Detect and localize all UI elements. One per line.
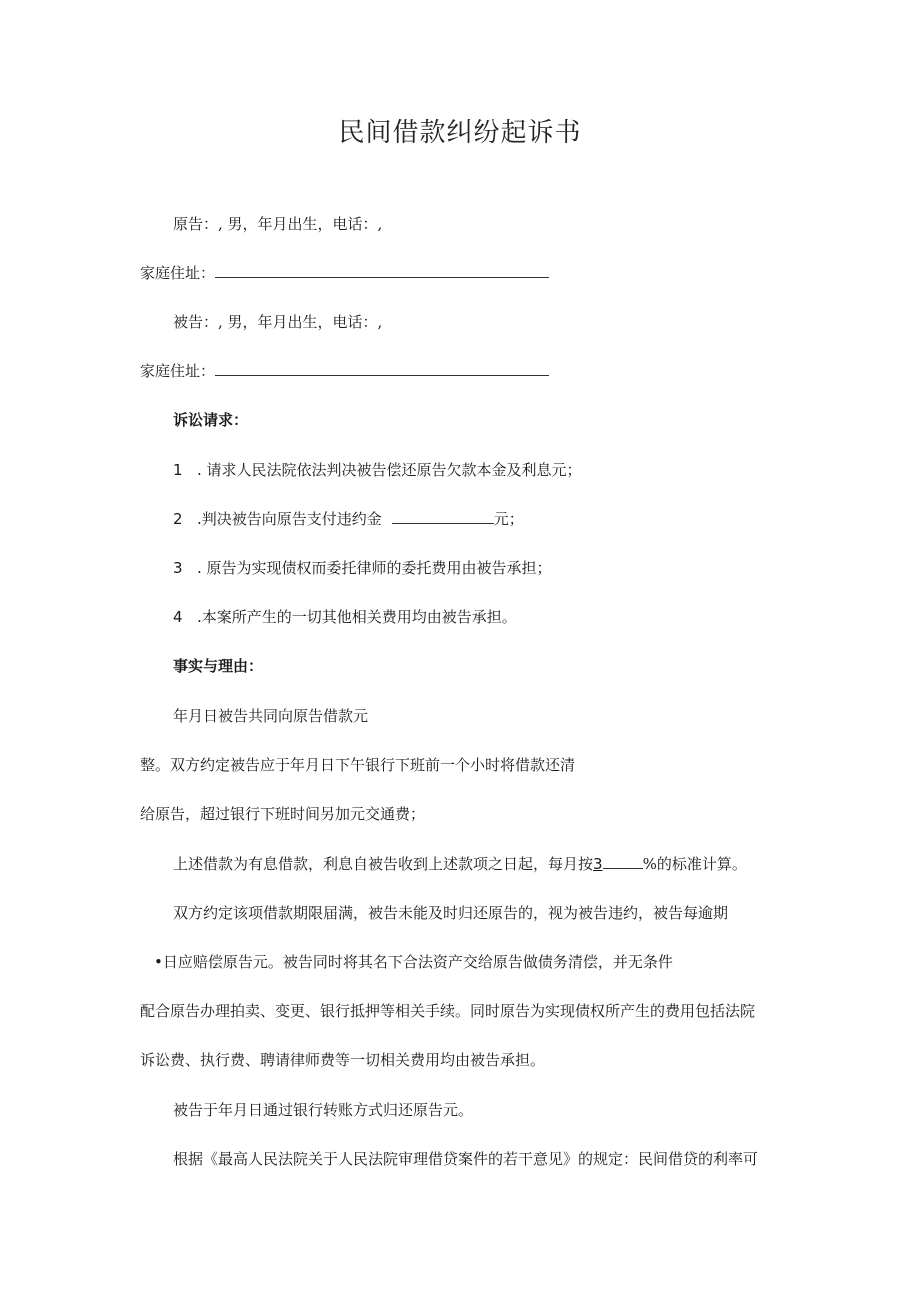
penalty-blank: [392, 509, 494, 524]
defendant-info: 被告：, 男，年月出生，电话：,: [173, 313, 383, 331]
paragraph-line: 整。双方约定被告应于年月日下午银行下班前一个小时将借款还清: [140, 756, 576, 774]
interest-text-post: %的标准计算。: [642, 855, 747, 873]
interest-rate-line: [173, 854, 747, 874]
claims-heading: 诉讼请求：: [173, 411, 249, 429]
defendant-address-blank: [215, 361, 549, 376]
paragraph-line: 给原告，超过银行下班时间另加元交通费；: [140, 805, 426, 823]
paragraph-line: 年月日被告共同向原告借款元: [173, 707, 369, 725]
plaintiff-address-label: 家庭住址：: [140, 264, 216, 282]
plaintiff-address-blank: [215, 263, 549, 278]
claim-suffix: 元；: [493, 510, 524, 528]
interest-text-pre: 上述借款为有息借款，利息自被告收到上述款项之日起，每月按: [173, 855, 594, 873]
paragraph-line: •日应赔偿原告元。被告同时将其名下合法资产交给原告做债务清偿，并无条件: [154, 953, 673, 971]
document-title: 民间借款纠纷起诉书: [338, 118, 582, 148]
defendant-address-label: 家庭住址：: [140, 362, 216, 380]
claim-number: 3: [173, 559, 183, 577]
claim-item: [173, 460, 582, 480]
claim-text: . 请求人民法院依法判决被告偿还原告欠款本金及利息元；: [197, 461, 582, 479]
claim-item: [173, 558, 552, 578]
plaintiff-info: 原告：, 男，年月出生，电话：,: [173, 215, 383, 233]
paragraph-line: 被告于年月日通过银行转账方式归还原告元。: [173, 1101, 474, 1119]
claim-number: 1: [173, 461, 183, 479]
plaintiff-address-row: [140, 263, 549, 283]
interest-rate-blank: [603, 854, 643, 869]
claim-item: [173, 509, 524, 529]
claim-number: 2: [173, 510, 183, 528]
interest-rate-value: 3: [593, 855, 603, 873]
claim-text: . 原告为实现债权而委托律师的委托费用由被告承担；: [197, 559, 552, 577]
paragraph-line: 诉讼费、执行费、聘请律师费等一切相关费用均由被告承担。: [140, 1051, 546, 1069]
claim-text: .本案所产生的一切其他相关费用均由被告承担。: [197, 608, 517, 626]
claim-text: .判决被告向原告支付违约金: [197, 510, 382, 528]
paragraph-line: 配合原告办理拍卖、变更、银行抵押等相关手续。同时原告为实现债权所产生的费用包括法院: [140, 1002, 756, 1020]
paragraph-line: 双方约定该项借款期限届满，被告未能及时归还原告的，视为被告违约，被告每逾期: [173, 904, 729, 922]
claim-number: 4: [173, 608, 183, 626]
claim-item: [173, 607, 517, 627]
paragraph-line: 根据《最高人民法院关于人民法院审理借贷案件的若干意见》的规定：民间借贷的利率可: [173, 1150, 759, 1168]
facts-heading: 事实与理由：: [173, 657, 264, 675]
defendant-address-row: [140, 361, 549, 381]
